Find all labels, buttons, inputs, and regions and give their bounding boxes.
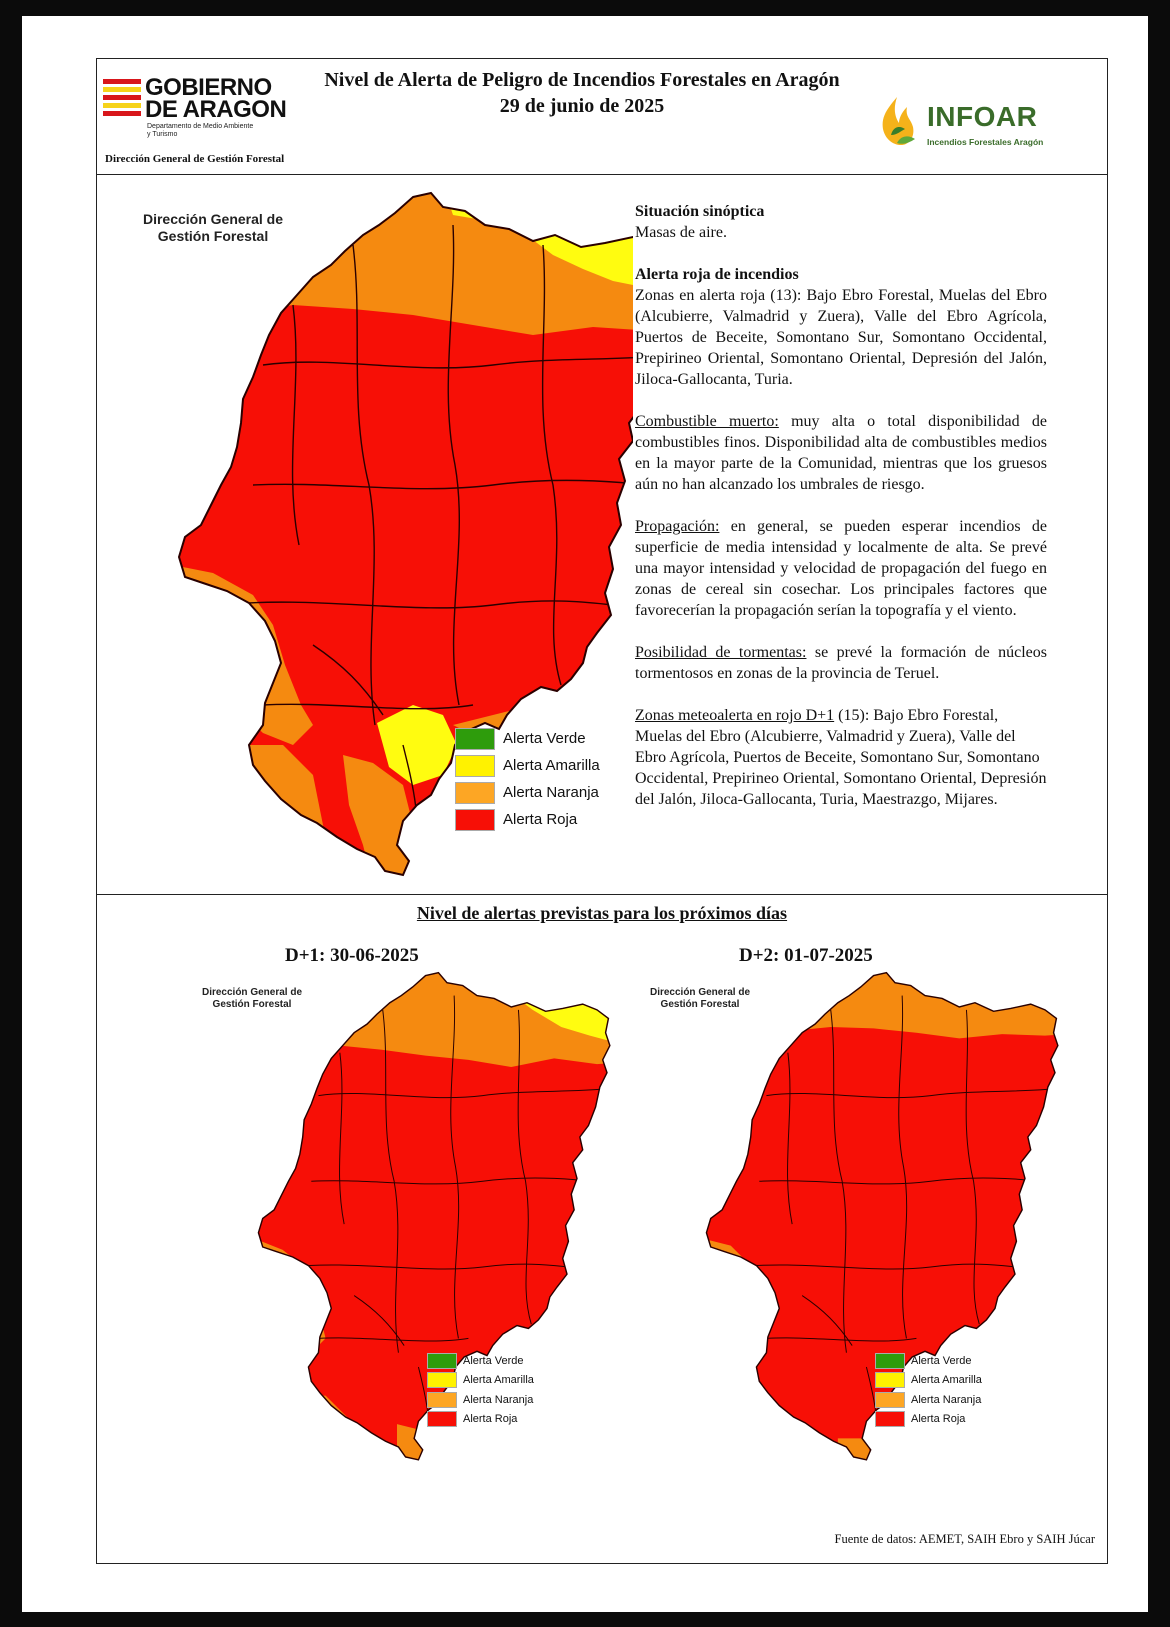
legend-item-verde: Alerta Verde [427, 1351, 534, 1371]
legend-item-naranja: Alerta Naranja [455, 779, 600, 806]
d1-text: (15): Bajo Ebro Forestal, Muelas del Ebro (Alcubierre, Valmadrid y Zuera), Valle del Ebro Agrícola, Puertos de Beceite, Somontano Sur, Somontano Occidental, Prepirineo Oriental, Somontano Oriental, Depresión del Jalón, Jiloca-Gallocanta, Turia, Maestrazgo, Mijares. [635, 707, 1047, 808]
legend-item-amarilla: Alerta Amarilla [455, 752, 600, 779]
legend-item-amarilla: Alerta Amarilla [427, 1371, 534, 1391]
storms-block [635, 642, 1047, 684]
legend-swatch [455, 755, 495, 777]
map-legend [427, 1351, 534, 1429]
infoar-logo [877, 95, 1057, 151]
d1-label: Zonas meteoalerta en rojo D+1 [635, 707, 835, 724]
legend-swatch [455, 728, 495, 750]
fuel-block [635, 411, 1047, 495]
d1-map-svg [177, 967, 617, 1467]
synoptic-text: Masas de aire. [635, 224, 727, 241]
forecast-title: Nivel de alertas previstas para los próximos días [416, 903, 788, 923]
map-directorate: Dirección General de Gestión Forestal [201, 987, 303, 1010]
header-directorate: Dirección General de Gestión Forestal [105, 153, 285, 165]
region-red-base [659, 967, 1065, 1467]
d1-block [635, 705, 1047, 810]
legend-item-roja: Alerta Roja [455, 806, 600, 833]
legend-item-roja: Alerta Roja [875, 1410, 982, 1430]
red-alert-heading: Alerta roja de incendios [635, 266, 799, 283]
legend-swatch [455, 809, 495, 831]
legend-item-roja: Alerta Roja [427, 1410, 534, 1430]
legend-swatch [427, 1353, 457, 1369]
bulletin-frame [96, 58, 1108, 1564]
storms-label: Posibilidad de tormentas: [635, 644, 807, 661]
legend-swatch [875, 1411, 905, 1427]
data-source: Fuente de datos: AEMET, SAIH Ebro y SAIH Júcar [834, 1532, 1095, 1546]
org-department: Departamento de Medio Ambiente y Turismo [147, 123, 254, 138]
legend-swatch [427, 1411, 457, 1427]
current-alert-section [97, 175, 1107, 895]
map-legend [875, 1351, 982, 1429]
map-legend [455, 725, 600, 833]
fuel-text: muy alta o total disponibilidad de combustibles finos. Disponibilidad alta de combustibles medios en la mayor parte de la Comunidad, mientras que los gruesos aún no han alcanzado los umbrales de riesgo. [635, 413, 1047, 493]
legend-item-verde: Alerta Verde [875, 1351, 982, 1371]
forecast-map-d2 [625, 967, 1065, 1467]
legend-swatch [427, 1392, 457, 1408]
propagation-label: Propagación: [635, 518, 720, 535]
legend-item-verde: Alerta Verde [455, 725, 600, 752]
legend-swatch [455, 782, 495, 804]
document-sheet [22, 16, 1148, 1612]
synoptic-block [635, 201, 1047, 243]
forecast-day1-label: D+1: 30-06-2025 [285, 945, 419, 966]
report-text [635, 201, 1047, 831]
bulletin-header [97, 59, 1107, 175]
propagation-text: en general, se pueden esperar incendios de superficie de media intensidad y localmente de alta. Se prevé una mayor intensidad y velocidad de propagación del fuego en zonas de cereal sin cosechar. Los principales factores que favorecerían la propagación serían la topografía y el viento. [635, 518, 1047, 619]
forecast-map-d1 [177, 967, 617, 1467]
legend-swatch [875, 1372, 905, 1388]
d2-map-svg [625, 967, 1065, 1467]
red-alert-text: Zonas en alerta roja (13): Bajo Ebro Forestal, Muelas del Ebro (Alcubierre, Valmadrid y Zuera), Valle del Ebro Agrícola, Puertos de Beceite, Somontano Sur, Somontano Occidental, Prepirineo Oriental, Somontano Oriental, Depresión del Jalón, Jiloca-Gallocanta, Turia. [635, 287, 1047, 388]
legend-item-amarilla: Alerta Amarilla [875, 1371, 982, 1391]
storms-text: se prevé la formación de núcleos tormentosos en zonas de la provincia de Teruel. [635, 644, 1047, 682]
aragon-alert-map [113, 185, 633, 885]
partner-name: INFOAR [927, 101, 1038, 132]
legend-item-naranja: Alerta Naranja [875, 1390, 982, 1410]
flame-leaf-icon [877, 95, 921, 151]
fuel-label: Combustible muerto: [635, 413, 779, 430]
legend-item-naranja: Alerta Naranja [427, 1390, 534, 1410]
map-directorate: Dirección General de Gestión Forestal [649, 987, 751, 1010]
bulletin-date: 29 de junio de 2025 [499, 95, 665, 117]
map-directorate: Dirección General de Gestión Forestal [142, 211, 284, 244]
legend-swatch [875, 1392, 905, 1408]
partner-subtitle: Incendios Forestales Aragón [927, 137, 1044, 147]
org-name: GOBIERNO DE ARAGON [145, 74, 287, 123]
red-alert-block [635, 264, 1047, 390]
synoptic-heading: Situación sinóptica [635, 203, 765, 220]
page-title: Nivel de Alerta de Peligro de Incendios Forestales en Aragón 29 de junio de 2025 [237, 67, 927, 119]
propagation-block [635, 516, 1047, 621]
aragon-flag-icon [103, 79, 141, 119]
forecast-section [97, 895, 1107, 1563]
legend-swatch [875, 1353, 905, 1369]
region-south-orange [838, 1438, 874, 1467]
forecast-day2-label: D+2: 01-07-2025 [739, 945, 873, 966]
legend-swatch [427, 1372, 457, 1388]
